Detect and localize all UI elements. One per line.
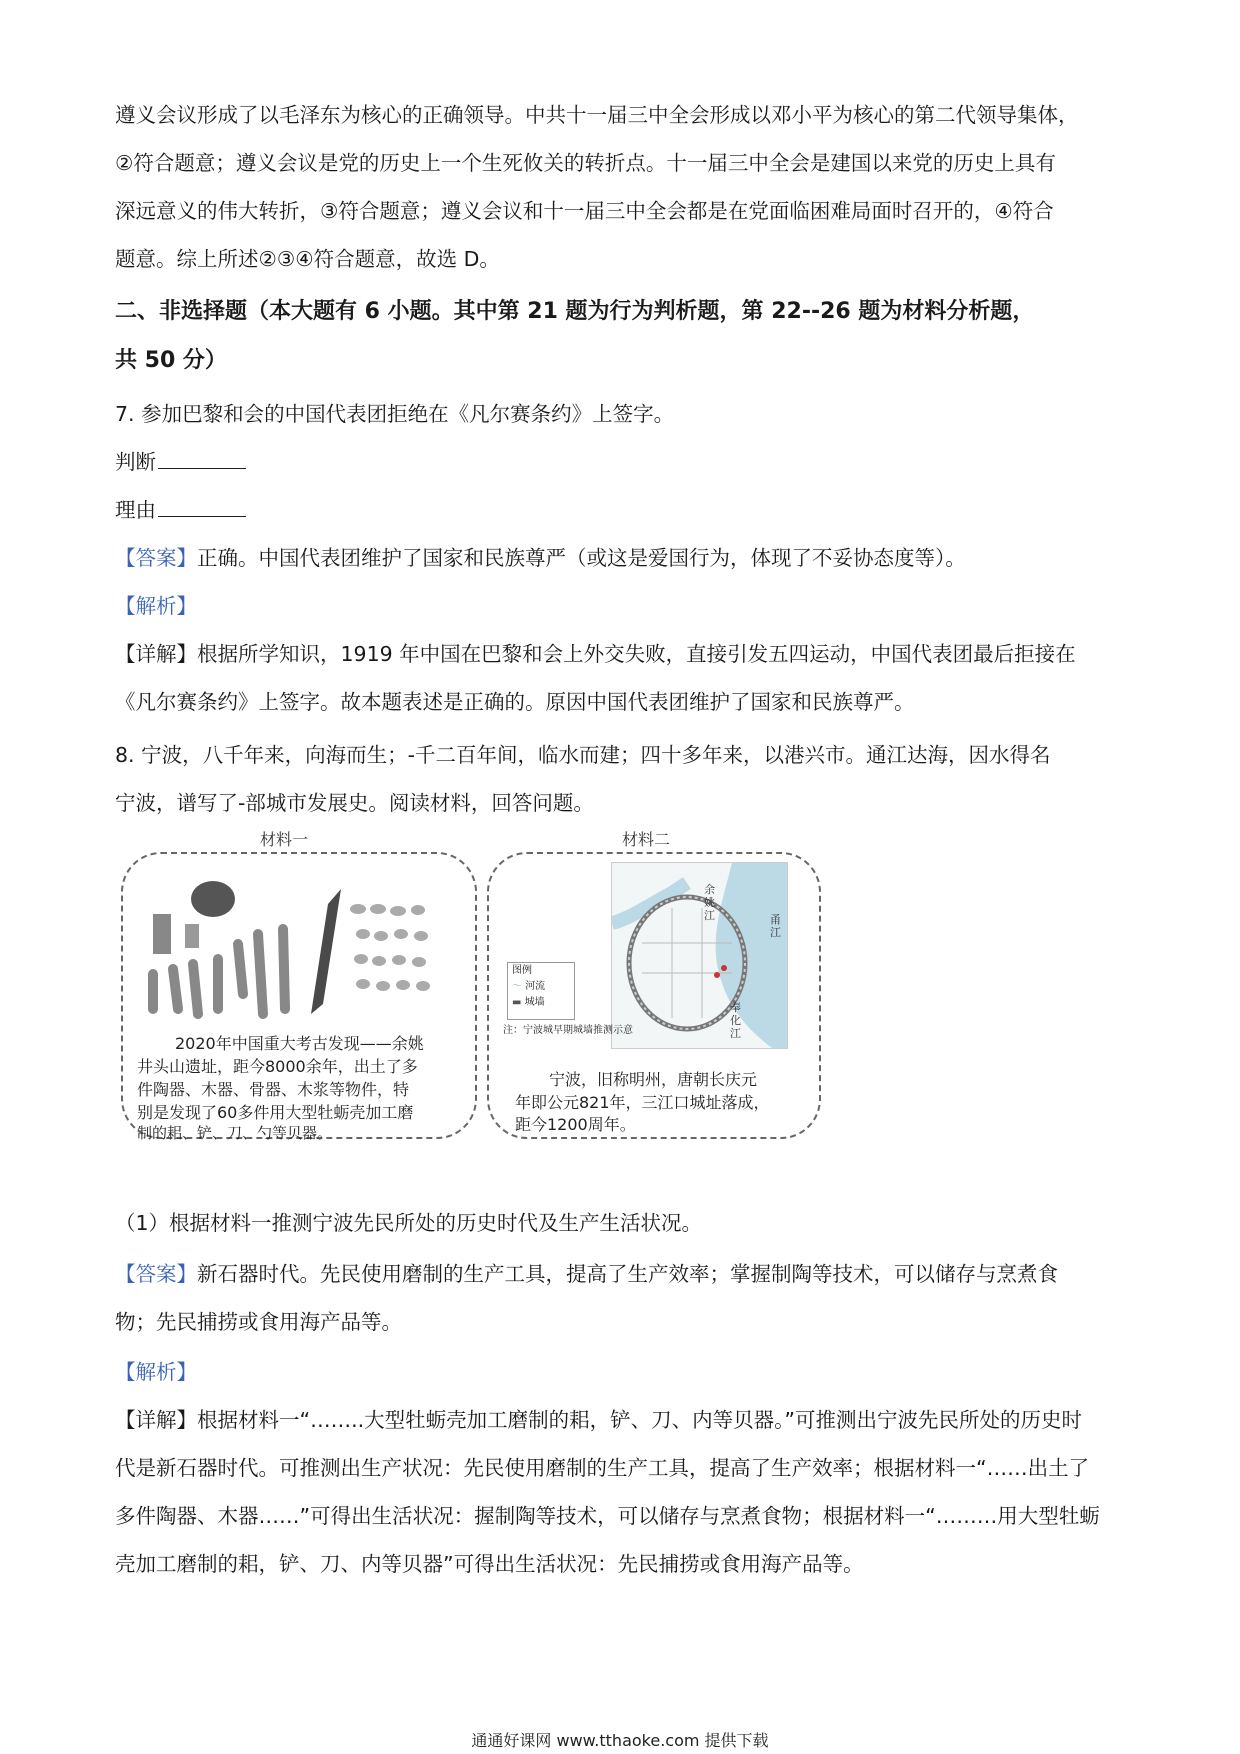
- material2-caption-line: 年即公元821年，三江口城址落成，: [515, 1093, 770, 1112]
- q8-detail: [115, 1405, 1082, 1435]
- question-8: 8. 宁波，八千年来，向海而生；-千二百年间，临水而建；四十多年来，以港兴市。通江达海，因水得名: [115, 743, 1051, 767]
- question-7: 7. 参加巴黎和会的中国代表团拒绝在《凡尔赛条约》上签字。: [115, 402, 675, 426]
- city-map: [611, 862, 788, 1049]
- tools-icon: [153, 929, 285, 1014]
- river-branch: [612, 883, 687, 923]
- material1-caption-line: 井头山遗址，距今8000余年，出土了多: [137, 1057, 418, 1076]
- page-footer: 通通好课网 www.tthaoke.com 提供下载: [471, 1731, 769, 1750]
- river-label: 奉化江: [730, 1001, 741, 1040]
- detail-text: 根据材料一“……..大型牡蛎壳加工磨制的耜，铲、刀、内等贝器。”可推测出宁波先民所处的历史时: [197, 1408, 1083, 1432]
- q7-judge: [115, 447, 246, 477]
- material1-caption-line: 2020年中国重大考古发现——余姚: [175, 1034, 424, 1053]
- section-title: 二、非选择题（本大题有 6 小题。其中第 21 题为行为判析题，第 22--26 题为材料分析题，: [115, 299, 1035, 324]
- answer-text: 正确。中国代表团维护了国家和民族尊严（或这是爱国行为，体现了不妥协态度等）。: [197, 546, 966, 570]
- oar-icon: [311, 889, 341, 1014]
- map-drawing: [612, 863, 787, 1048]
- q7-detail: [115, 639, 1076, 669]
- q8-sub1: （1）根据材料一推测宁波先民所处的历史时代及生产生活状况。: [115, 1211, 703, 1235]
- material1-panel: [121, 852, 477, 1142]
- q8-answer-cont: 物；先民捕捞或食用海产品等。: [115, 1310, 402, 1334]
- detail-tag: 【详解】: [115, 642, 197, 666]
- analysis-tag: 【解析】: [115, 1360, 197, 1384]
- material2-caption-line: 宁波，旧称明州，唐朝长庆元: [549, 1070, 758, 1089]
- marker-icon: [714, 972, 720, 978]
- material2-title: 材料二: [622, 830, 671, 849]
- text-line: ②符合题意；遵义会议是党的历史上一个生死攸关的转折点。十一届三中全会是建国以来党的历史上具有: [115, 151, 1056, 175]
- detail-tag: 【详解】: [115, 1408, 197, 1432]
- material1-caption-line: 别是发现了60多件用大型牡蛎壳加工磨: [137, 1103, 414, 1122]
- answer-tag: 【答案】: [115, 546, 197, 570]
- marker-icon: [721, 965, 727, 971]
- analysis-tag: 【解析】: [115, 594, 197, 618]
- question-8-cont: 宁波，谱写了-部城市发展史。阅读材料，回答问题。: [115, 791, 594, 815]
- reason-label: 理由: [115, 498, 156, 522]
- material1-caption-line: 制的耜、铲、刀、勺等贝器。: [137, 1124, 333, 1142]
- q8-detail-cont: 代是新石器时代。可推测出生产状况：先民使用磨制的生产工具，提高了生产效率；根据材料一“……出土了: [115, 1456, 1090, 1480]
- legend-title: 图例: [512, 965, 532, 976]
- map-legend: [507, 962, 575, 1020]
- text-line: 题意。综上所述②③④符合题意，故选 D。: [115, 247, 500, 271]
- answer-tag: 【答案】: [115, 1262, 197, 1286]
- pottery-icon: [153, 881, 235, 954]
- answer-text: 新石器时代。先民使用磨制的生产工具，提高了生产效率；掌握制陶等技术，可以储存与烹煮食: [197, 1262, 1058, 1286]
- river-label: 甬江: [770, 913, 781, 939]
- text-line: 深远意义的伟大转折，③符合题意；遵义会议和十一届三中全会都是在党面临困难局面时召开的，④符合: [115, 199, 1054, 223]
- artifacts-image: [123, 864, 475, 1024]
- map-note: 注：宁波城早期城墙推测示意: [503, 1025, 633, 1036]
- judge-label: 判断: [115, 450, 156, 474]
- q8-detail-cont: 壳加工磨制的耜，铲、刀、内等贝器”可得出生活状况：先民捕捞或食用海产品等。: [115, 1552, 864, 1576]
- text-line: 遵义会议形成了以毛泽东为核心的正确领导。中共十一届三中全会形成以邓小平为核心的第二代领导集体，: [115, 103, 1079, 127]
- shells-icon: [350, 904, 430, 991]
- river-shape: [716, 863, 787, 1048]
- river-label: 余姚江: [704, 883, 715, 922]
- section-title-cont: 共 50 分）: [115, 348, 227, 373]
- material2-panel: [487, 852, 821, 1139]
- material1-title: 材料一: [260, 830, 309, 849]
- judge-blank: [158, 450, 246, 469]
- q8-detail-cont: 多件陶器、木器……”可得出生活状况：握制陶等技术，可以储存与烹煮食物；根据材料一“………用大型牡蛎: [115, 1504, 1100, 1528]
- material2-caption-line: 距今1200周年。: [515, 1115, 636, 1134]
- q8-answer: [115, 1259, 1058, 1289]
- q7-detail-cont: 《凡尔赛条约》上签字。故本题表述是正确的。原因中国代表团维护了国家和民族尊严。: [115, 690, 915, 714]
- legend-river: ～ 河流: [512, 981, 546, 992]
- reason-blank: [158, 498, 246, 517]
- detail-text: 根据所学知识，1919 年中国在巴黎和会上外交失败，直接引发五四运动，中国代表团最后拒接在: [197, 642, 1076, 666]
- q7-answer: [115, 543, 966, 573]
- q7-reason: [115, 495, 246, 525]
- legend-wall: ▬ 城墙: [512, 997, 545, 1008]
- material1-caption-line: 件陶器、木器、骨器、木浆等物件，特: [137, 1080, 410, 1099]
